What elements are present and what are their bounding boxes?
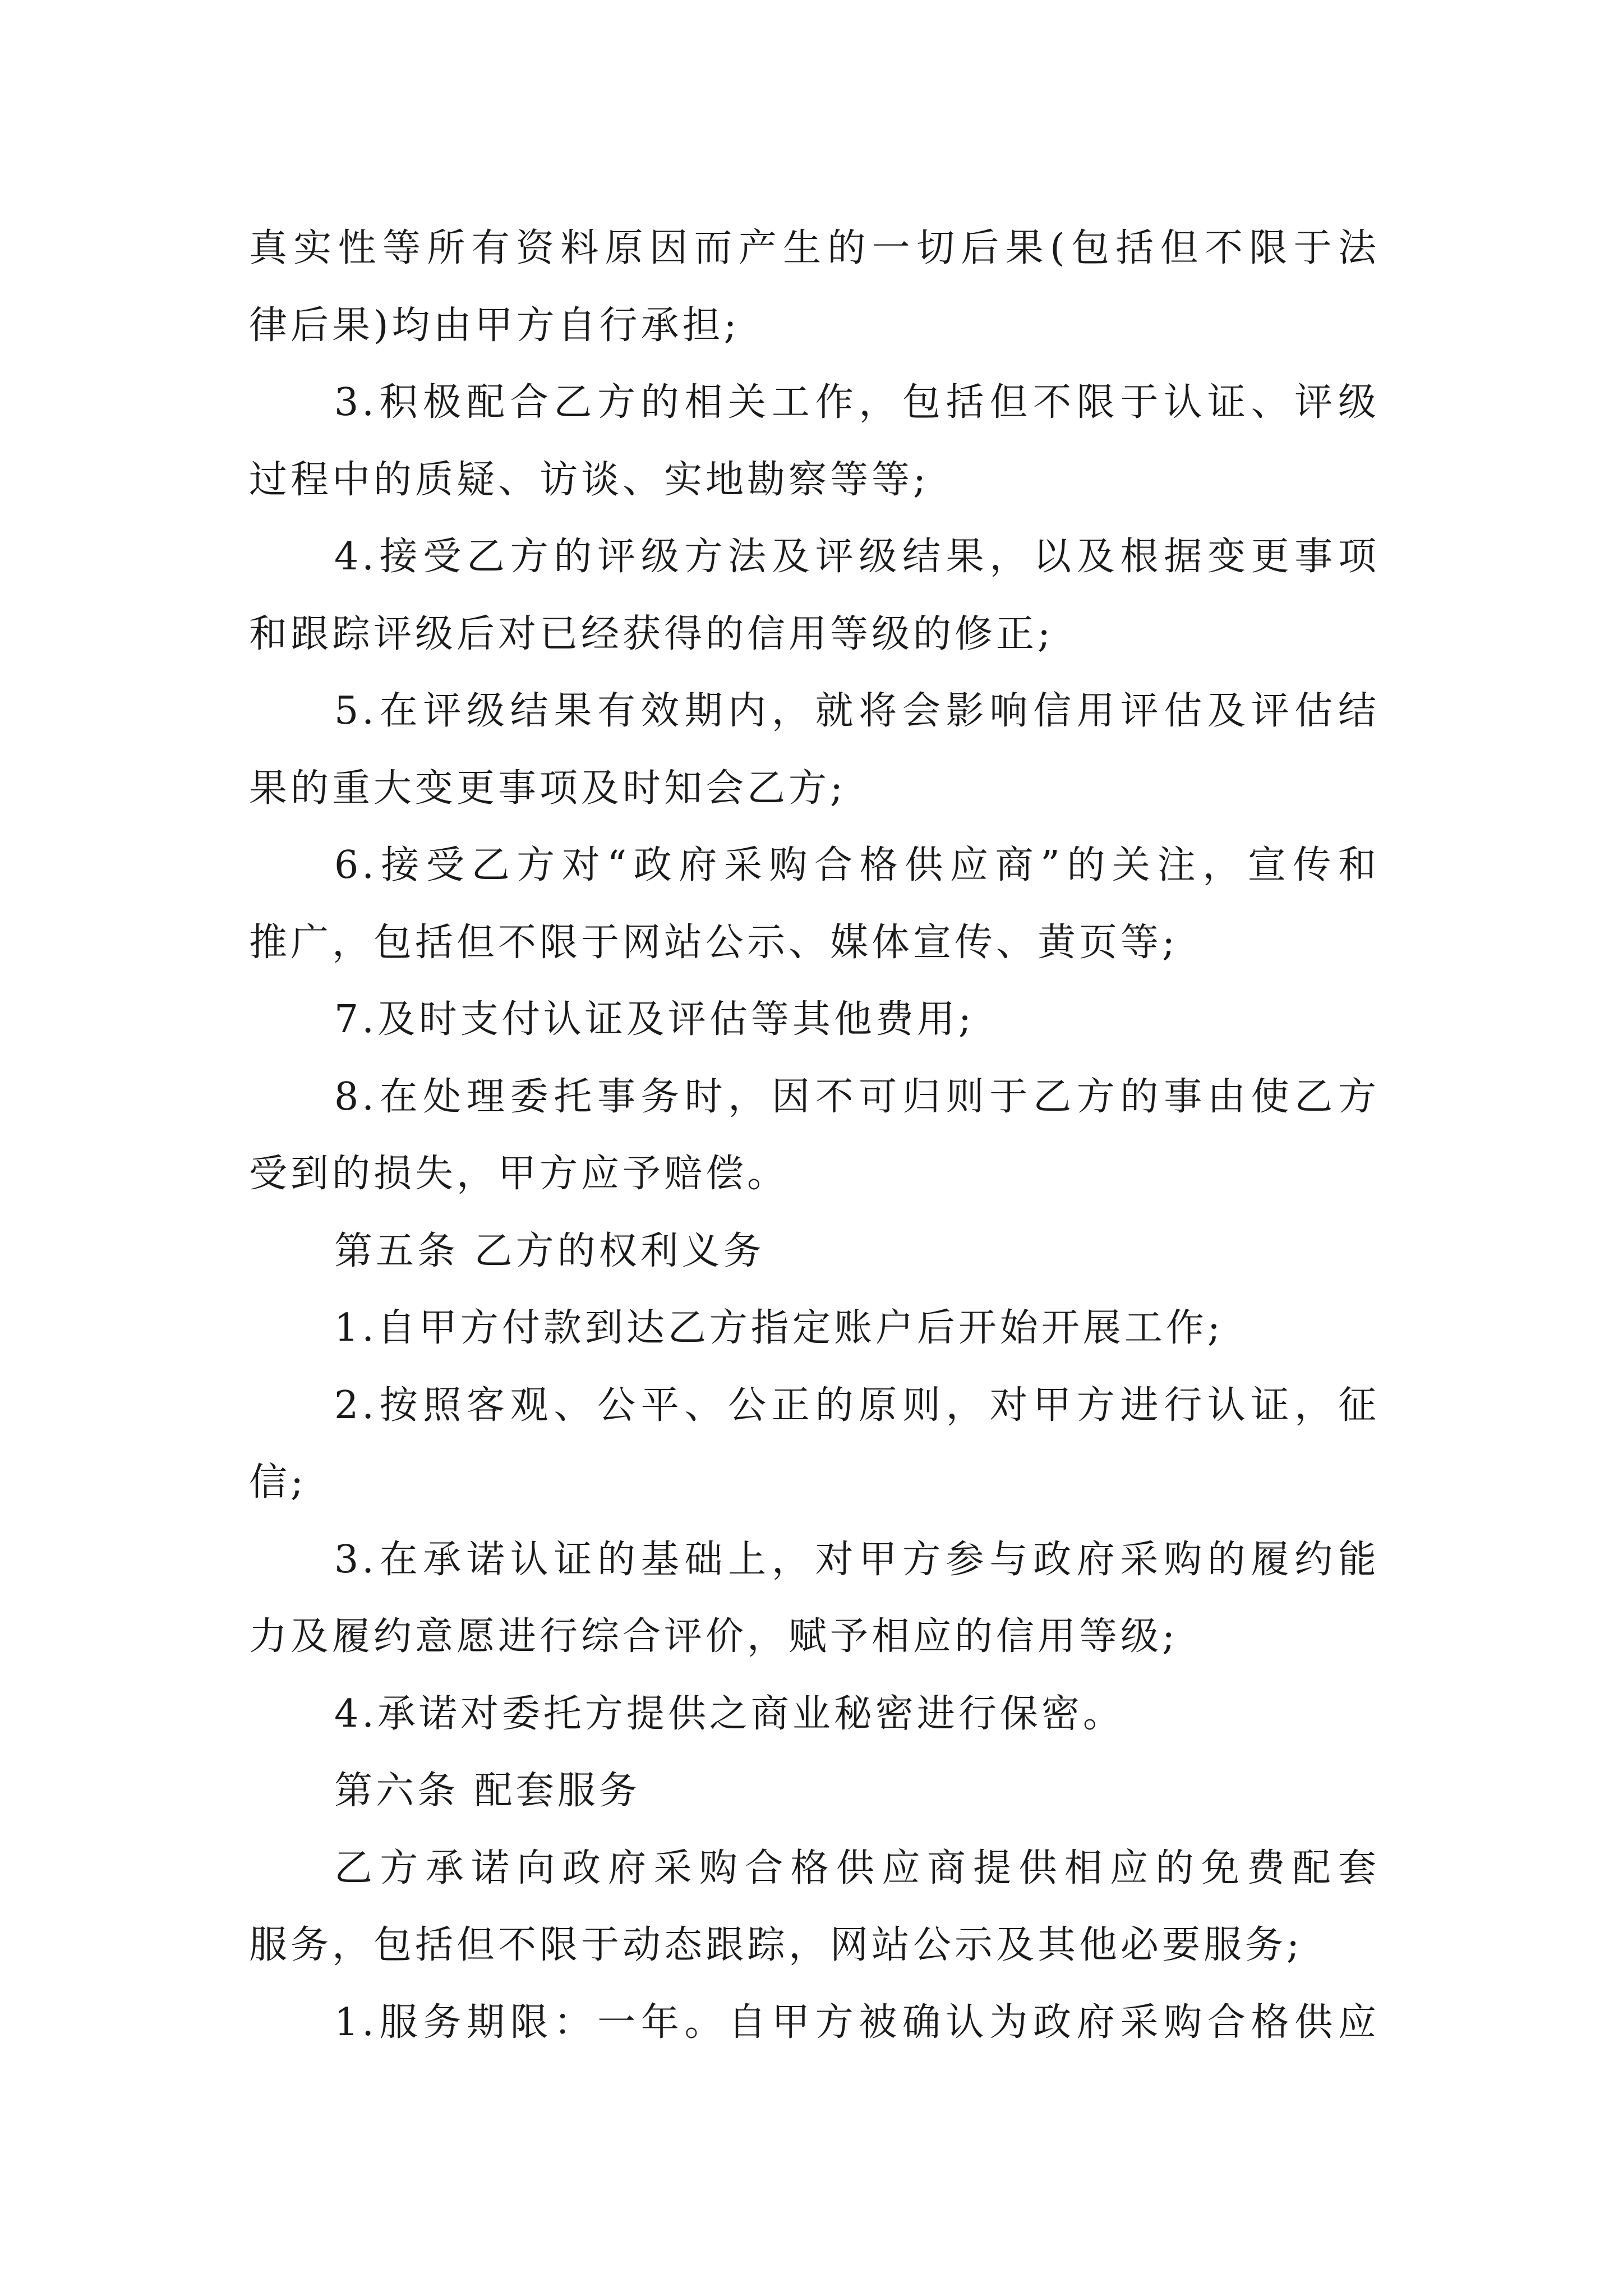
text-line: 推广，包括但不限于网站公示、媒体宣传、黄页等; bbox=[249, 920, 1178, 965]
text-line: 律后果)均由甲方自行承担; bbox=[249, 303, 740, 348]
text-line: 第六条 配套服务 bbox=[334, 1769, 640, 1813]
text-line: 受到的损失，甲方应予赔偿。 bbox=[249, 1152, 789, 1196]
text-line: 4.承诺对委托方提供之商业秘密进行保密。 bbox=[334, 1691, 1124, 1736]
text-line: 和跟踪评级后对已经获得的信用等级的修正; bbox=[249, 611, 1054, 656]
text-line: 过程中的质疑、访谈、实地勘察等等; bbox=[249, 457, 929, 502]
text-line: 真实性等所有资料原因而产生的一切后果(包括但不限于法 bbox=[249, 226, 1380, 270]
text-line: 信; bbox=[249, 1460, 307, 1504]
text-line: 2.按照客观、公平、公正的原则，对甲方进行认证，征 bbox=[334, 1383, 1380, 1428]
text-line: 1.服务期限：一年。自甲方被确认为政府采购合格供应 bbox=[334, 2000, 1380, 2045]
text-line: 4.接受乙方的评级方法及评级结果，以及根据变更事项 bbox=[334, 535, 1380, 579]
text-line: 1.自甲方付款到达乙方指定账户后开始开展工作; bbox=[334, 1306, 1224, 1350]
text-line: 7.及时支付认证及评估等其他费用; bbox=[334, 997, 975, 1042]
text-line: 服务，包括但不限于动态跟踪，网站公示及其他必要服务; bbox=[249, 1923, 1303, 1967]
text-line: 力及履约意愿进行综合评价，赋予相应的信用等级; bbox=[249, 1614, 1178, 1659]
text-line: 8.在处理委托事务时，因不可归则于乙方的事由使乙方 bbox=[334, 1074, 1380, 1119]
document-body bbox=[249, 210, 1380, 2061]
text-line: 第五条 乙方的权利义务 bbox=[334, 1228, 765, 1273]
text-line: 3.在承诺认证的基础上，对甲方参与政府采购的履约能 bbox=[334, 1537, 1380, 1582]
text-line: 3.积极配合乙方的相关工作，包括但不限于认证、评级 bbox=[334, 380, 1380, 425]
text-line: 果的重大变更事项及时知会乙方; bbox=[249, 766, 846, 811]
text-line: 6.接受乙方对“政府采购合格供应商”的关注，宣传和 bbox=[334, 843, 1380, 887]
text-line: 乙方承诺向政府采购合格供应商提供相应的免费配套 bbox=[334, 1846, 1380, 1890]
text-line: 5.在评级结果有效期内，就将会影响信用评估及评估结 bbox=[334, 689, 1380, 733]
